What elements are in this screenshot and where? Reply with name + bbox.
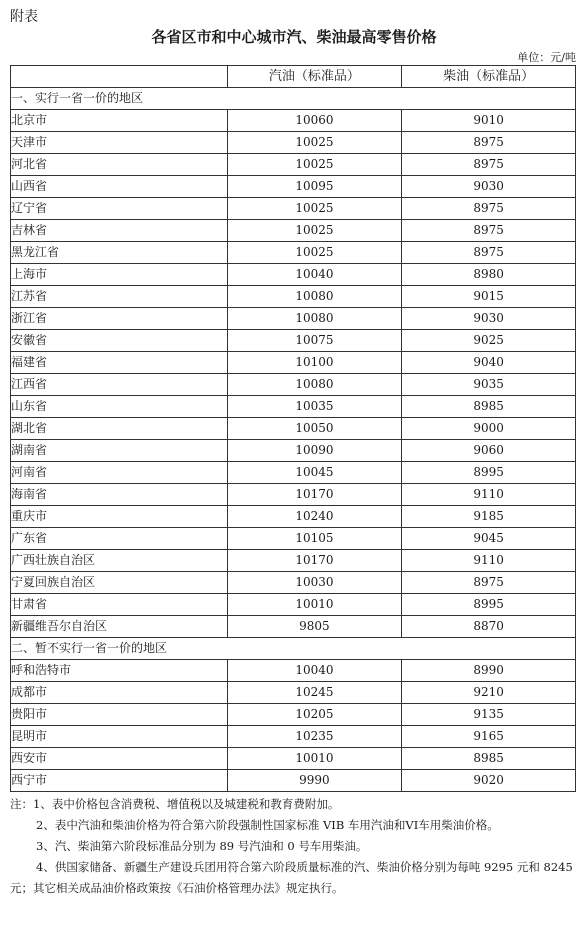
region-cell: 浙江省 [11,308,228,330]
gasoline-price-cell: 10245 [227,682,402,704]
gasoline-price-cell: 10235 [227,726,402,748]
region-cell: 广东省 [11,528,228,550]
gasoline-price-cell: 9805 [227,616,402,638]
region-cell: 西宁市 [11,770,228,792]
region-cell: 江西省 [11,374,228,396]
diesel-price-cell: 8980 [402,264,576,286]
diesel-price-cell: 9015 [402,286,576,308]
region-cell: 呼和浩特市 [11,660,228,682]
gasoline-price-cell: 10080 [227,374,402,396]
table-row [11,682,576,704]
gasoline-price-cell: 10170 [227,484,402,506]
table-row [11,704,576,726]
table-row [11,484,576,506]
region-cell: 宁夏回族自治区 [11,572,228,594]
table-row [11,462,576,484]
gasoline-price-cell: 10040 [227,660,402,682]
diesel-price-cell: 8990 [402,660,576,682]
diesel-price-cell: 9060 [402,440,576,462]
gasoline-price-cell: 10040 [227,264,402,286]
diesel-price-cell: 9020 [402,770,576,792]
gasoline-price-cell: 10050 [227,418,402,440]
region-cell: 北京市 [11,110,228,132]
region-cell: 山西省 [11,176,228,198]
gasoline-price-cell: 10010 [227,594,402,616]
region-cell: 成都市 [11,682,228,704]
diesel-price-cell: 9135 [402,704,576,726]
region-cell: 山东省 [11,396,228,418]
diesel-price-cell: 8985 [402,748,576,770]
region-cell: 湖南省 [11,440,228,462]
table-row [11,506,576,528]
note-3: 3、汽、柴油第六阶段标准品分别为 89 号汽油和 0 号车用柴油。 [36,839,368,853]
region-cell: 西安市 [11,748,228,770]
table-row [11,748,576,770]
table-row [11,308,576,330]
table-row [11,242,576,264]
table-row [11,198,576,220]
header-diesel: 柴油（标准品） [402,66,576,88]
table-row [11,220,576,242]
table-row [11,264,576,286]
diesel-price-cell: 8995 [402,594,576,616]
diesel-price-cell: 9000 [402,418,576,440]
page-title: 各省区市和中心城市汽、柴油最高零售价格 [151,28,437,46]
gasoline-price-cell: 10080 [227,286,402,308]
region-cell: 河南省 [11,462,228,484]
gasoline-price-cell: 10105 [227,528,402,550]
gasoline-price-cell: 10030 [227,572,402,594]
diesel-price-cell: 9030 [402,308,576,330]
table-row [11,330,576,352]
region-cell: 黑龙江省 [11,242,228,264]
price-table [10,65,576,792]
gasoline-price-cell: 10205 [227,704,402,726]
region-cell: 辽宁省 [11,198,228,220]
region-cell: 福建省 [11,352,228,374]
table-header-row [11,66,576,88]
table-row [11,286,576,308]
table-row [11,726,576,748]
region-cell: 重庆市 [11,506,228,528]
table-row [11,352,576,374]
table-row [11,418,576,440]
diesel-price-cell: 8975 [402,242,576,264]
region-cell: 上海市 [11,264,228,286]
region-cell: 海南省 [11,484,228,506]
gasoline-price-cell: 10035 [227,396,402,418]
diesel-price-cell: 9025 [402,330,576,352]
table-row [11,528,576,550]
appendix-label: 附表 [10,9,38,25]
table-row [11,132,576,154]
table-row [11,154,576,176]
diesel-price-cell: 8985 [402,396,576,418]
table-row [11,440,576,462]
table-row [11,616,576,638]
region-cell: 新疆维吾尔自治区 [11,616,228,638]
gasoline-price-cell: 10025 [227,242,402,264]
gasoline-price-cell: 10170 [227,550,402,572]
note-4: 4、供国家储备、新疆生产建设兵团用符合第六阶段质量标准的汽、柴油价格分别为每吨 9295 元和 8245 元；其它相关成品油价格政策按《石油价格管理办法》规定执行。 [10,860,573,895]
gasoline-price-cell: 10075 [227,330,402,352]
notes [10,794,576,899]
gasoline-price-cell: 10025 [227,198,402,220]
diesel-price-cell: 8975 [402,132,576,154]
table-row [11,550,576,572]
gasoline-price-cell: 10080 [227,308,402,330]
diesel-price-cell: 9045 [402,528,576,550]
region-cell: 甘肃省 [11,594,228,616]
diesel-price-cell: 8975 [402,154,576,176]
gasoline-price-cell: 9990 [227,770,402,792]
table-row [11,110,576,132]
gasoline-price-cell: 10240 [227,506,402,528]
diesel-price-cell: 9110 [402,484,576,506]
diesel-price-cell: 8975 [402,220,576,242]
note-1: 注：1、表中价格包含消费税、增值税以及城建税和教育费附加。 [10,797,340,811]
table-row [11,374,576,396]
gasoline-price-cell: 10025 [227,220,402,242]
gasoline-price-cell: 10060 [227,110,402,132]
section-label: 二、暂不实行一省一价的地区 [11,638,576,660]
diesel-price-cell: 9035 [402,374,576,396]
region-cell: 天津市 [11,132,228,154]
diesel-price-cell: 8870 [402,616,576,638]
region-cell: 贵阳市 [11,704,228,726]
region-cell: 江苏省 [11,286,228,308]
diesel-price-cell: 8975 [402,198,576,220]
header-region [11,66,228,88]
diesel-price-cell: 9110 [402,550,576,572]
table-row [11,594,576,616]
gasoline-price-cell: 10025 [227,154,402,176]
note-2: 2、表中汽油和柴油价格为符合第六阶段强制性国家标准 VIB 车用汽油和VI车用柴油价格。 [36,818,499,832]
region-cell: 吉林省 [11,220,228,242]
unit-label: 单位：元/吨 [517,51,576,64]
table-row [11,770,576,792]
gasoline-price-cell: 10100 [227,352,402,374]
region-cell: 昆明市 [11,726,228,748]
region-cell: 湖北省 [11,418,228,440]
diesel-price-cell: 8975 [402,572,576,594]
diesel-price-cell: 9040 [402,352,576,374]
region-cell: 安徽省 [11,330,228,352]
table-row [11,396,576,418]
diesel-price-cell: 9185 [402,506,576,528]
table-row [11,660,576,682]
price-table-body [11,66,576,792]
section-label: 一、实行一省一价的地区 [11,88,576,110]
diesel-price-cell: 9030 [402,176,576,198]
section-row [11,88,576,110]
diesel-price-cell: 8995 [402,462,576,484]
gasoline-price-cell: 10095 [227,176,402,198]
gasoline-price-cell: 10090 [227,440,402,462]
gasoline-price-cell: 10010 [227,748,402,770]
diesel-price-cell: 9165 [402,726,576,748]
table-row [11,572,576,594]
diesel-price-cell: 9010 [402,110,576,132]
table-row [11,176,576,198]
diesel-price-cell: 9210 [402,682,576,704]
region-cell: 河北省 [11,154,228,176]
gasoline-price-cell: 10045 [227,462,402,484]
gasoline-price-cell: 10025 [227,132,402,154]
header-gasoline: 汽油（标准品） [227,66,402,88]
region-cell: 广西壮族自治区 [11,550,228,572]
section-row [11,638,576,660]
